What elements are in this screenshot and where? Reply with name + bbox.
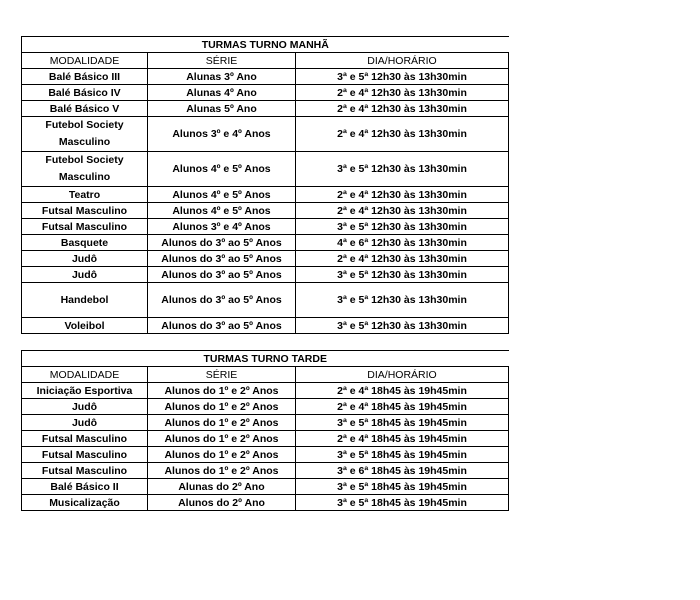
table-row xyxy=(22,251,509,267)
afternoon-table-title: TURMAS TURNO TARDE xyxy=(22,351,509,367)
cell-horario: 2ª e 4ª 12h30 às 13h30min xyxy=(296,117,509,152)
cell-modalidade: Handebol xyxy=(22,283,148,318)
cell-serie: Alunos do 3º ao 5º Anos xyxy=(148,318,296,334)
cell-serie: Alunas 5º Ano xyxy=(148,101,296,117)
cell-serie: Alunas 3º Ano xyxy=(148,69,296,85)
table-row xyxy=(22,219,509,235)
table-row xyxy=(22,495,509,511)
morning-table-title: TURMAS TURNO MANHÃ xyxy=(22,37,509,53)
cell-horario: 2ª e 4ª 18h45 às 19h45min xyxy=(296,383,509,399)
cell-modalidade: Futsal Masculino xyxy=(22,219,148,235)
cell-serie: Alunos do 1º e 2º Anos xyxy=(148,447,296,463)
cell-horario: 2ª e 4ª 12h30 às 13h30min xyxy=(296,85,509,101)
table-row xyxy=(22,283,509,318)
cell-horario: 3ª e 5ª 12h30 às 13h30min xyxy=(296,69,509,85)
cell-horario: 3ª e 5ª 18h45 às 19h45min xyxy=(296,447,509,463)
cell-modalidade: Iniciação Esportiva xyxy=(22,383,148,399)
table-row xyxy=(22,117,509,152)
table-header-row xyxy=(22,367,509,383)
cell-modalidade: Futsal Masculino xyxy=(22,463,148,479)
cell-horario: 4ª e 6ª 12h30 às 13h30min xyxy=(296,235,509,251)
cell-horario: 3ª e 5ª 12h30 às 13h30min xyxy=(296,219,509,235)
cell-serie: Alunos do 1º e 2º Anos xyxy=(148,463,296,479)
table-row xyxy=(22,85,509,101)
morning-schedule-table xyxy=(21,36,509,334)
cell-serie: Alunos 4º e 5º Anos xyxy=(148,203,296,219)
cell-horario: 3ª e 5ª 12h30 às 13h30min xyxy=(296,267,509,283)
cell-serie: Alunas 4º Ano xyxy=(148,85,296,101)
cell-horario: 2ª e 4ª 12h30 às 13h30min xyxy=(296,187,509,203)
table-row xyxy=(22,318,509,334)
table-row xyxy=(22,399,509,415)
cell-serie: Alunos do 2º Ano xyxy=(148,495,296,511)
table-row xyxy=(22,447,509,463)
cell-serie: Alunos 4º e 5º Anos xyxy=(148,152,296,187)
cell-horario: 2ª e 4ª 12h30 às 13h30min xyxy=(296,203,509,219)
table-title-row xyxy=(22,351,509,367)
cell-modalidade: Judô xyxy=(22,267,148,283)
afternoon-schedule-table xyxy=(21,350,509,511)
cell-modalidade: Futsal Masculino xyxy=(22,203,148,219)
cell-modalidade: Balé Básico II xyxy=(22,479,148,495)
cell-horario: 3ª e 5ª 12h30 às 13h30min xyxy=(296,152,509,187)
cell-modalidade: Basquete xyxy=(22,235,148,251)
cell-horario: 3ª e 5ª 18h45 às 19h45min xyxy=(296,415,509,431)
table-row xyxy=(22,187,509,203)
table-row xyxy=(22,101,509,117)
cell-horario: 3ª e 5ª 18h45 às 19h45min xyxy=(296,479,509,495)
cell-horario: 3ª e 6ª 18h45 às 19h45min xyxy=(296,463,509,479)
cell-serie: Alunos do 3º ao 5º Anos xyxy=(148,283,296,318)
cell-modalidade: Futsal Masculino xyxy=(22,447,148,463)
cell-serie: Alunos do 1º e 2º Anos xyxy=(148,383,296,399)
table-row xyxy=(22,69,509,85)
cell-modalidade: Balé Básico IV xyxy=(22,85,148,101)
table-row xyxy=(22,152,509,187)
cell-modalidade: Voleibol xyxy=(22,318,148,334)
header-horario: DIA/HORÁRIO xyxy=(296,53,509,69)
table-row xyxy=(22,235,509,251)
table-title-row xyxy=(22,37,509,53)
cell-horario: 3ª e 5ª 18h45 às 19h45min xyxy=(296,495,509,511)
cell-serie: Alunos 3º e 4º Anos xyxy=(148,117,296,152)
cell-horario: 3ª e 5ª 12h30 às 13h30min xyxy=(296,283,509,318)
cell-serie: Alunos 4º e 5º Anos xyxy=(148,187,296,203)
cell-serie: Alunos do 1º e 2º Anos xyxy=(148,415,296,431)
cell-serie: Alunos do 3º ao 5º Anos xyxy=(148,267,296,283)
table-row xyxy=(22,479,509,495)
table-row xyxy=(22,463,509,479)
cell-horario: 3ª e 5ª 12h30 às 13h30min xyxy=(296,318,509,334)
cell-modalidade: Futsal Masculino xyxy=(22,431,148,447)
header-horario: DIA/HORÁRIO xyxy=(296,367,509,383)
table-row xyxy=(22,415,509,431)
cell-horario: 2ª e 4ª 12h30 às 13h30min xyxy=(296,101,509,117)
table-row xyxy=(22,203,509,219)
header-modalidade: MODALIDADE xyxy=(22,367,148,383)
cell-serie: Alunas do 2º Ano xyxy=(148,479,296,495)
cell-serie: Alunos 3º e 4º Anos xyxy=(148,219,296,235)
header-serie: SÉRIE xyxy=(148,367,296,383)
cell-modalidade: Balé Básico V xyxy=(22,101,148,117)
cell-modalidade: Futebol Society Masculino xyxy=(22,117,148,152)
cell-modalidade: Musicalização xyxy=(22,495,148,511)
cell-modalidade: Futebol Society Masculino xyxy=(22,152,148,187)
cell-modalidade: Judô xyxy=(22,399,148,415)
header-serie: SÉRIE xyxy=(148,53,296,69)
cell-horario: 2ª e 4ª 18h45 às 19h45min xyxy=(296,431,509,447)
table-header-row xyxy=(22,53,509,69)
table-row xyxy=(22,383,509,399)
cell-horario: 2ª e 4ª 18h45 às 19h45min xyxy=(296,399,509,415)
cell-modalidade: Teatro xyxy=(22,187,148,203)
header-modalidade: MODALIDADE xyxy=(22,53,148,69)
table-row xyxy=(22,431,509,447)
cell-serie: Alunos do 1º e 2º Anos xyxy=(148,399,296,415)
cell-serie: Alunos do 3º ao 5º Anos xyxy=(148,251,296,267)
cell-modalidade: Balé Básico III xyxy=(22,69,148,85)
cell-horario: 2ª e 4ª 12h30 às 13h30min xyxy=(296,251,509,267)
cell-modalidade: Judô xyxy=(22,251,148,267)
table-row xyxy=(22,267,509,283)
cell-serie: Alunos do 1º e 2º Anos xyxy=(148,431,296,447)
cell-modalidade: Judô xyxy=(22,415,148,431)
cell-serie: Alunos do 3º ao 5º Anos xyxy=(148,235,296,251)
